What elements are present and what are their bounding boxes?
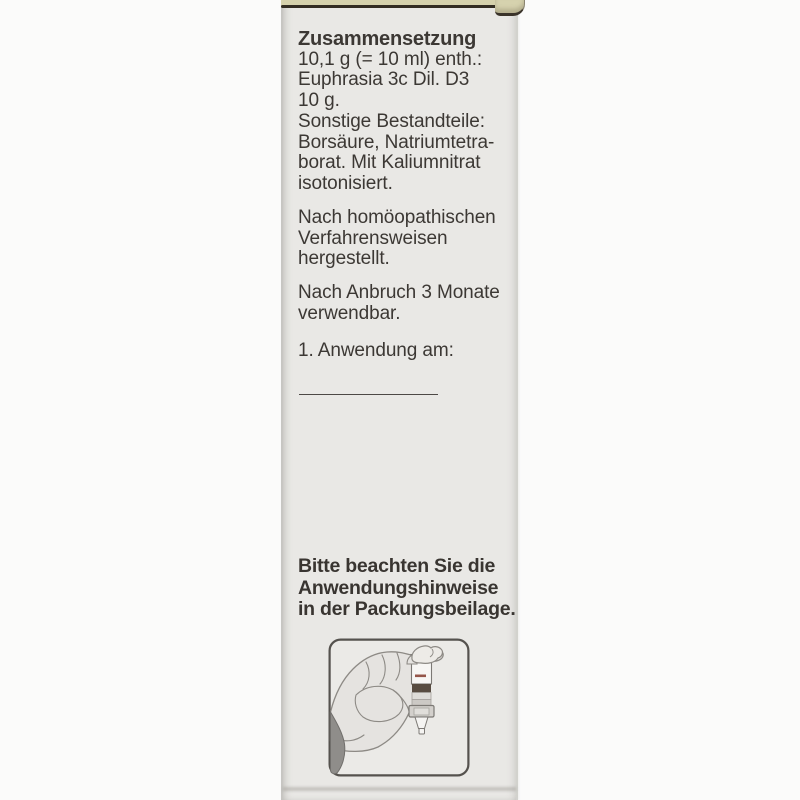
panel-left-edge <box>281 0 283 800</box>
usage-notice-line: Bitte beachten Sie die <box>298 555 496 577</box>
production-note <box>298 208 514 270</box>
composition-section <box>298 29 514 195</box>
production-note-line: Verfahrensweisen <box>298 227 448 249</box>
bottle-label-mark <box>415 675 426 678</box>
dropper-tip <box>419 729 425 735</box>
usage-notice <box>298 556 514 621</box>
usage-illustration-hand-dropper-bottle <box>328 638 470 777</box>
panel-right-edge <box>516 10 518 800</box>
box-bottom-fold-shadow <box>283 787 516 791</box>
shelf-life-line: verwendbar. <box>298 302 401 324</box>
composition-heading: Zusammensetzung <box>298 28 477 50</box>
composition-line: Sonstige Bestandteile: <box>298 110 485 132</box>
composition-line: borat. Mit Kaliumnitrat <box>298 152 481 174</box>
usage-notice-line: in der Packungsbeilage. <box>298 598 516 620</box>
box-lid-corner-tab <box>495 0 525 16</box>
usage-notice-line: Anwendungshinweise <box>298 576 499 599</box>
first-use-label: 1. Anwendung am: <box>298 340 454 361</box>
composition-line: 10,1 g (= 10 ml) enth.: <box>298 48 483 70</box>
date-write-line <box>299 394 438 395</box>
composition-line: isotonisiert. <box>298 172 393 194</box>
composition-line: Euphrasia 3c Dil. D3 <box>298 69 470 91</box>
composition-line: Borsäure, Natriumtetra- <box>298 131 495 153</box>
bottle-dark-band <box>412 684 431 693</box>
production-note-line: hergestellt. <box>298 248 390 270</box>
shelf-life-note <box>298 283 514 324</box>
shelf-life-line: Nach Anbruch 3 Monate <box>298 282 500 303</box>
box-fold-line <box>281 5 501 8</box>
composition-line: 10 g. <box>298 90 340 112</box>
production-note-line: Nach homöopathischen <box>298 207 496 228</box>
